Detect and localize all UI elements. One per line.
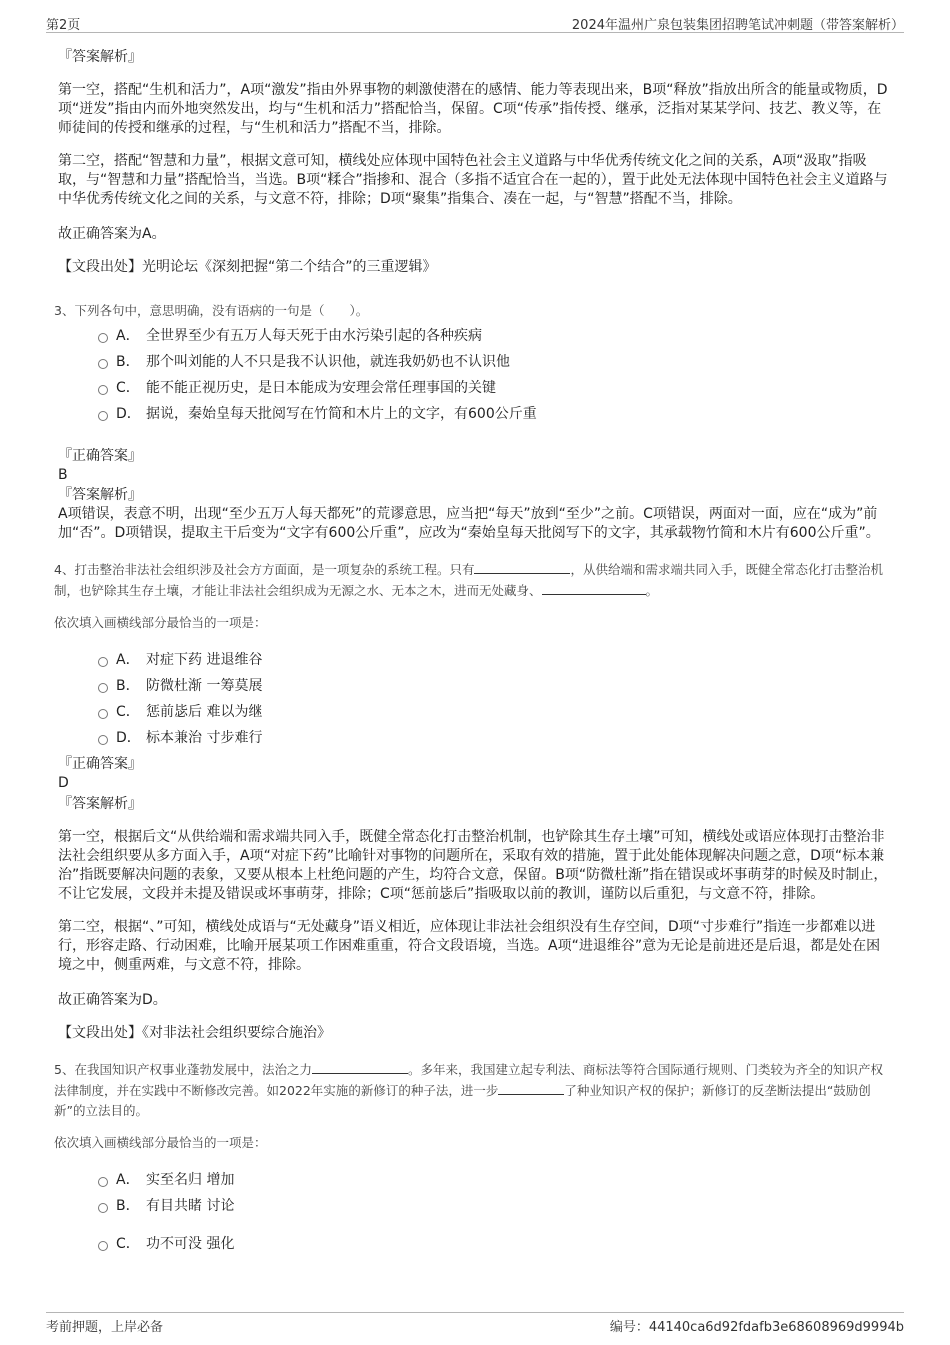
fill-blank xyxy=(542,580,646,595)
fill-blank xyxy=(474,559,570,574)
analysis-paragraph: 第二空，搭配“智慧和力量”，根据文意可知，横线处应体现中国特色社会主义道路与中华优秀传统文化之间的关系，A项“汲取”指吸取，与“智慧和力量”搭配恰当，当选。B项“糅合”指掺和、混合（多指不适宜合在一起的），置于此处无法体现中国特色社会主义道路与中华优秀传统文化之间的关系，与文意不符，排除；D项“聚集”指集合、凑在一起，与“智慧”搭配不当，排除。 xyxy=(58,153,888,207)
correct-answer-label: 『正确答案』 xyxy=(58,756,142,772)
option-list xyxy=(58,647,894,751)
analysis-paragraph: A项错误，表意不明，出现“至少五万人每天都死”的荒谬意思，应当把“每天”放到“至少”之前。C项错误，两面对一面，应在“成为”前加“否”。D项错误，提取主干后变为“文字有600公斤重”，应改为“秦始皇每天批阅写下的文字，其承载物竹简和木片有600公斤重”。 xyxy=(58,506,880,541)
document-id: 编号：44140ca6d92fdafb3e68608969d9994b xyxy=(609,1320,904,1335)
analysis-paragraph: 第一空，搭配“生机和活力”，A项“激发”指由外界事物的刺激使潜在的感情、能力等表现出来，B项“释放”指放出所含的能量或物质，D项“迸发”指由内而外地突然发出，均与“生机和活力”搭配恰当，保留。C项“传承”指传授、继承，泛指对某某学问、技艺、教义等，在师徒间的传授和继承的过程，与“生机和活力”搭配不当，排除。 xyxy=(58,82,888,136)
footer-slogan: 考前押题，上岸必备 xyxy=(46,1320,164,1335)
page-number: 第2页 xyxy=(46,18,81,33)
option-d[interactable]: D． 标本兼治 寸步难行 xyxy=(98,725,894,751)
option-b[interactable]: B． 那个叫刘能的人不只是我不认识他，就连我奶奶也不认识他 xyxy=(98,349,894,375)
radio-button-icon[interactable] xyxy=(98,385,108,395)
radio-button-icon[interactable] xyxy=(98,411,108,421)
radio-button-icon[interactable] xyxy=(98,657,108,667)
source-citation: 【文段出处】《对非法社会组织要综合施治》 xyxy=(58,1025,331,1041)
option-b[interactable]: B． 有目共睹 讨论 xyxy=(98,1193,894,1219)
option-b[interactable]: B． 防微杜渐 一筹莫展 xyxy=(98,673,894,699)
question-stem: 5、在我国知识产权事业蓬勃发展中，法治之力 。多年来，我国建立起专利法、商标法等符合国际通行规则、门类较为齐全的知识产权法律制度，并在实践中不断修改完善。如2022年实施的新修订的种子法，进一步 了种业知识产权的保护；新修订的反垄断法提出“鼓励创新”的立法目的。 xyxy=(54,1059,894,1121)
fill-blank xyxy=(312,1059,408,1074)
analysis-paragraph: 第一空，根据后文“从供给端和需求端共同入手，既健全常态化打击整治机制，也铲除其生存土壤”可知，横线处或语应体现打击整治非法社会组织要从多方面入手，A项“对症下药”比喻针对事物的问题所在，采取有效的措施，置于此处能体现解决问题之意，D项“标本兼治”指既要解决问题的表象，又要从根本上杜绝问题的产生，均符合文意，保留。B项“防微杜渐”指在错误或坏事萌芽的时候及时制止，不让它发展，文段并未提及错误或坏事萌芽，排除；C项“惩前毖后”指吸取以前的教训，谨防以后重犯，与文意不符，排除。 xyxy=(58,829,888,902)
radio-button-icon[interactable] xyxy=(98,359,108,369)
option-c[interactable]: C． 能不能正视历史，是日本能成为安理会常任理事国的关键 xyxy=(98,375,894,401)
correct-answer: D xyxy=(58,775,69,791)
option-c[interactable]: C． 功不可没 强化 xyxy=(98,1231,894,1257)
document-title: 2024年温州广泉包装集团招聘笔试冲刺题（带答案解析） xyxy=(571,18,904,33)
correct-answer: B xyxy=(58,467,68,483)
option-a[interactable]: A． 实至名归 增加 xyxy=(98,1167,894,1193)
page-footer xyxy=(46,1312,904,1335)
conclusion: 故正确答案为D。 xyxy=(58,992,167,1008)
conclusion: 故正确答案为A。 xyxy=(58,226,166,242)
radio-button-icon[interactable] xyxy=(98,735,108,745)
option-a[interactable]: A． 对症下药 进退维谷 xyxy=(98,647,894,673)
radio-button-icon[interactable] xyxy=(98,1203,108,1213)
analysis-label: 『答案解析』 xyxy=(58,487,142,503)
analysis-label: 『答案解析』 xyxy=(58,796,142,812)
question-stem: 3、下列各句中，意思明确，没有语病的一句是（ ）。 xyxy=(54,303,369,318)
radio-button-icon[interactable] xyxy=(98,333,108,343)
radio-button-icon[interactable] xyxy=(98,1241,108,1251)
radio-button-icon[interactable] xyxy=(98,1177,108,1187)
source-citation: 【文段出处】光明论坛《深刻把握“第二个结合”的三重逻辑》 xyxy=(58,259,437,275)
radio-button-icon[interactable] xyxy=(98,683,108,693)
option-list xyxy=(58,323,894,427)
fill-blank xyxy=(498,1080,564,1095)
question-prompt: 依次填入画横线部分最恰当的一项是： xyxy=(54,615,267,630)
option-c[interactable]: C． 惩前毖后 难以为继 xyxy=(98,699,894,725)
page-header xyxy=(46,12,904,33)
document-body xyxy=(54,46,894,1257)
analysis-paragraph: 第二空，根据“、”可知，横线处成语与“无处藏身”语义相近，应体现让非法社会组织没有生存空间，D项“寸步难行”指连一步都难以进行，形容走路、行动困难，比喻开展某项工作困难重重，符合文段语境，当选。A项“进退维谷”意为无论是前进还是后退，都是处在困境之中，侧重两难，与文意不符，排除。 xyxy=(58,919,881,973)
option-a[interactable]: A． 全世界至少有五万人每天死于由水污染引起的各种疾病 xyxy=(98,323,894,349)
question-stem: 4、打击整治非法社会组织涉及社会方方面面，是一项复杂的系统工程。只有 ，从供给端和需求端共同入手，既健全常态化打击整治机制，也铲除其生存土壤，才能让非法社会组织成为无源之水、无本之木，进而无处藏身、 。 xyxy=(54,559,894,601)
radio-button-icon[interactable] xyxy=(98,709,108,719)
question-prompt: 依次填入画横线部分最恰当的一项是： xyxy=(54,1135,267,1150)
option-list xyxy=(58,1167,894,1257)
option-d[interactable]: D． 据说，秦始皇每天批阅写在竹简和木片上的文字，有600公斤重 xyxy=(98,401,894,427)
analysis-label: 『答案解析』 xyxy=(58,49,142,65)
correct-answer-label: 『正确答案』 xyxy=(58,448,142,464)
